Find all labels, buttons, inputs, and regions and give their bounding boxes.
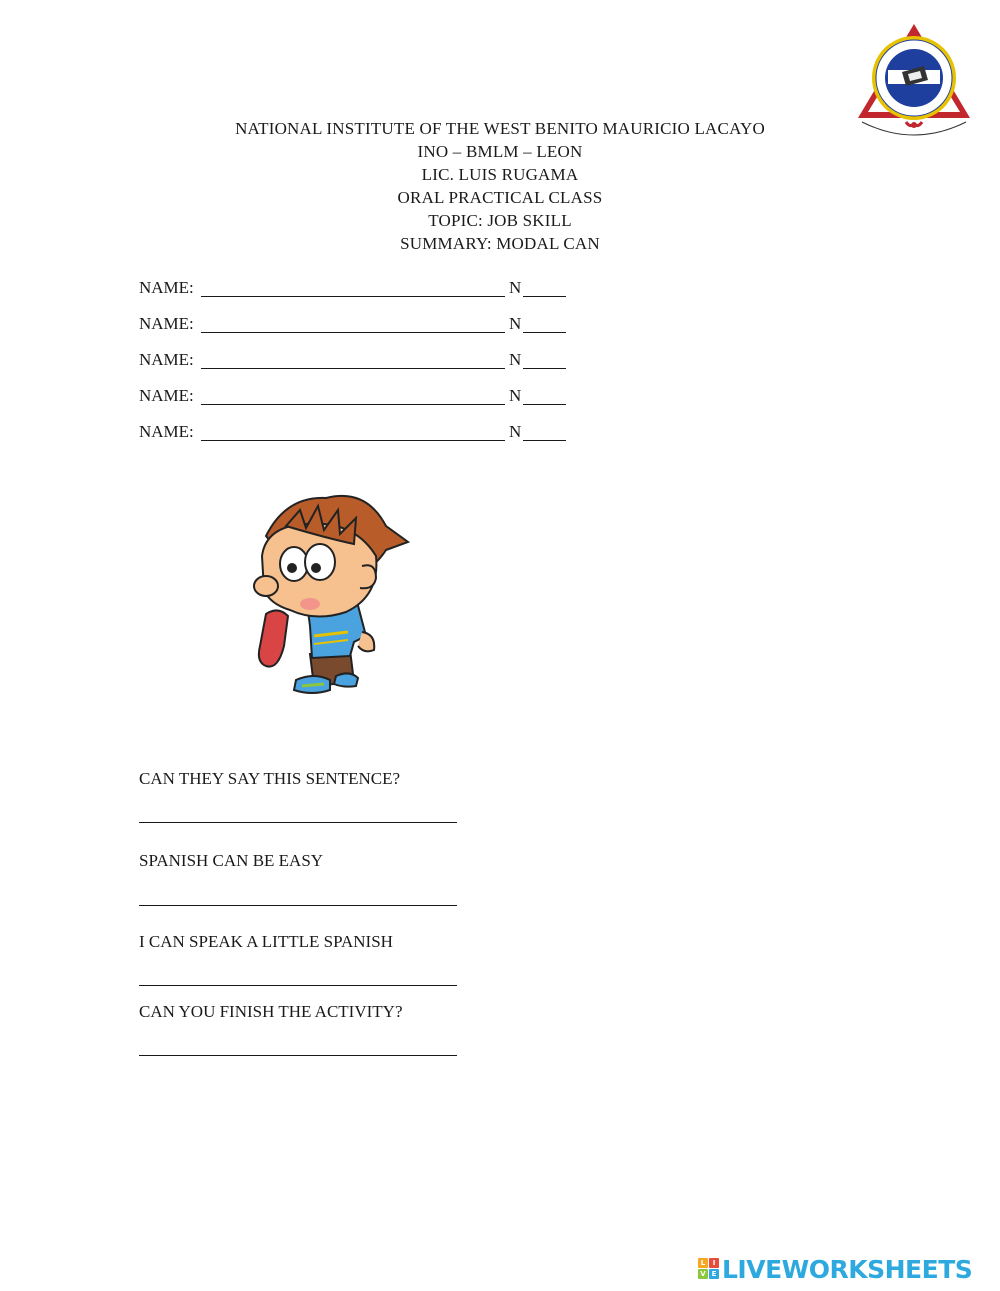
- liveworksheets-wordmark: LIVEWORKSHEETS: [722, 1255, 973, 1284]
- header-topic: TOPIC: JOB SKILL: [428, 211, 572, 230]
- name-blank-field[interactable]: [201, 332, 505, 333]
- question-1-text: CAN THEY SAY THIS SENTENCE?: [139, 769, 400, 788]
- answer-4-field[interactable]: [139, 1055, 457, 1056]
- header-summary: SUMMARY: MODAL CAN: [400, 234, 600, 253]
- name-label: NAME:: [139, 278, 194, 297]
- number-label: N: [509, 350, 522, 369]
- question-3-text: I CAN SPEAK A LITTLE SPANISH: [139, 932, 393, 951]
- answer-1-field[interactable]: [139, 822, 457, 823]
- question-2-text: SPANISH CAN BE EASY: [139, 851, 324, 870]
- name-label: NAME:: [139, 350, 194, 369]
- name-label: NAME:: [139, 422, 194, 441]
- answer-3-field[interactable]: [139, 985, 457, 986]
- number-blank-field[interactable]: [523, 440, 566, 441]
- liveworksheets-logo: [698, 1254, 994, 1286]
- name-label: NAME:: [139, 386, 194, 405]
- name-blank-field[interactable]: [201, 440, 505, 441]
- worksheet-header: [0, 117, 1000, 255]
- number-label: N: [509, 422, 522, 441]
- number-blank-field[interactable]: [523, 404, 566, 405]
- number-blank-field[interactable]: [523, 332, 566, 333]
- liveworksheets-tiles-icon: L I V E: [698, 1258, 720, 1280]
- header-teacher: LIC. LUIS RUGAMA: [421, 165, 579, 184]
- number-label: N: [509, 386, 522, 405]
- number-blank-field[interactable]: [523, 368, 566, 369]
- header-class: ORAL PRACTICAL CLASS: [397, 188, 603, 207]
- header-abbreviation: INO – BMLM – LEON: [417, 142, 583, 161]
- number-blank-field[interactable]: [523, 296, 566, 297]
- question-4-text: CAN YOU FINISH THE ACTIVITY?: [139, 1002, 403, 1021]
- name-blank-field[interactable]: [201, 368, 505, 369]
- answer-2-field[interactable]: [139, 905, 457, 906]
- name-label: NAME:: [139, 314, 194, 333]
- number-label: N: [509, 278, 522, 297]
- header-institute: NATIONAL INSTITUTE OF THE WEST BENITO MAURICIO LACAYO: [235, 119, 765, 138]
- name-blank-field[interactable]: [201, 404, 505, 405]
- name-blank-field[interactable]: [201, 296, 505, 297]
- number-label: N: [509, 314, 522, 333]
- cartoon-boy-tongue-out-icon: [226, 486, 416, 698]
